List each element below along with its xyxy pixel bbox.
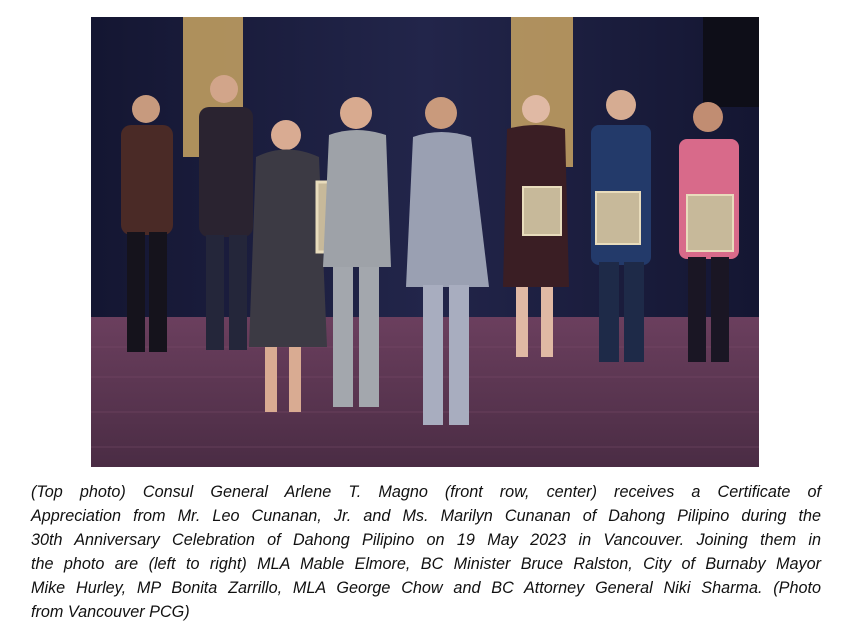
speaker-box [703, 17, 759, 107]
caption-line: (Top photo) Consul General Arlene T. Magno (front row, center) receives a Certificate of [31, 483, 821, 501]
caption-line: from Vancouver PCG) [31, 603, 190, 621]
photo-illustration [91, 17, 759, 467]
caption-line: the photo are (left to right) MLA Mable Elmore, BC Minister Bruce Ralston, City of Burnaby Mayor [31, 555, 821, 573]
event-photo [91, 17, 759, 467]
photo-caption [31, 480, 821, 624]
caption-line: Appreciation from Mr. Leo Cunanan, Jr. and Ms. Marilyn Cunanan of Dahong Pilipino during the [31, 507, 821, 525]
caption-line: Mike Hurley, MP Bonita Zarrillo, MLA George Chow and BC Attorney General Niki Sharma. (Photo [31, 579, 821, 597]
caption-line: 30th Anniversary Celebration of Dahong Pilipino on 19 May 2023 in Vancouver. Joining them in [31, 531, 821, 549]
